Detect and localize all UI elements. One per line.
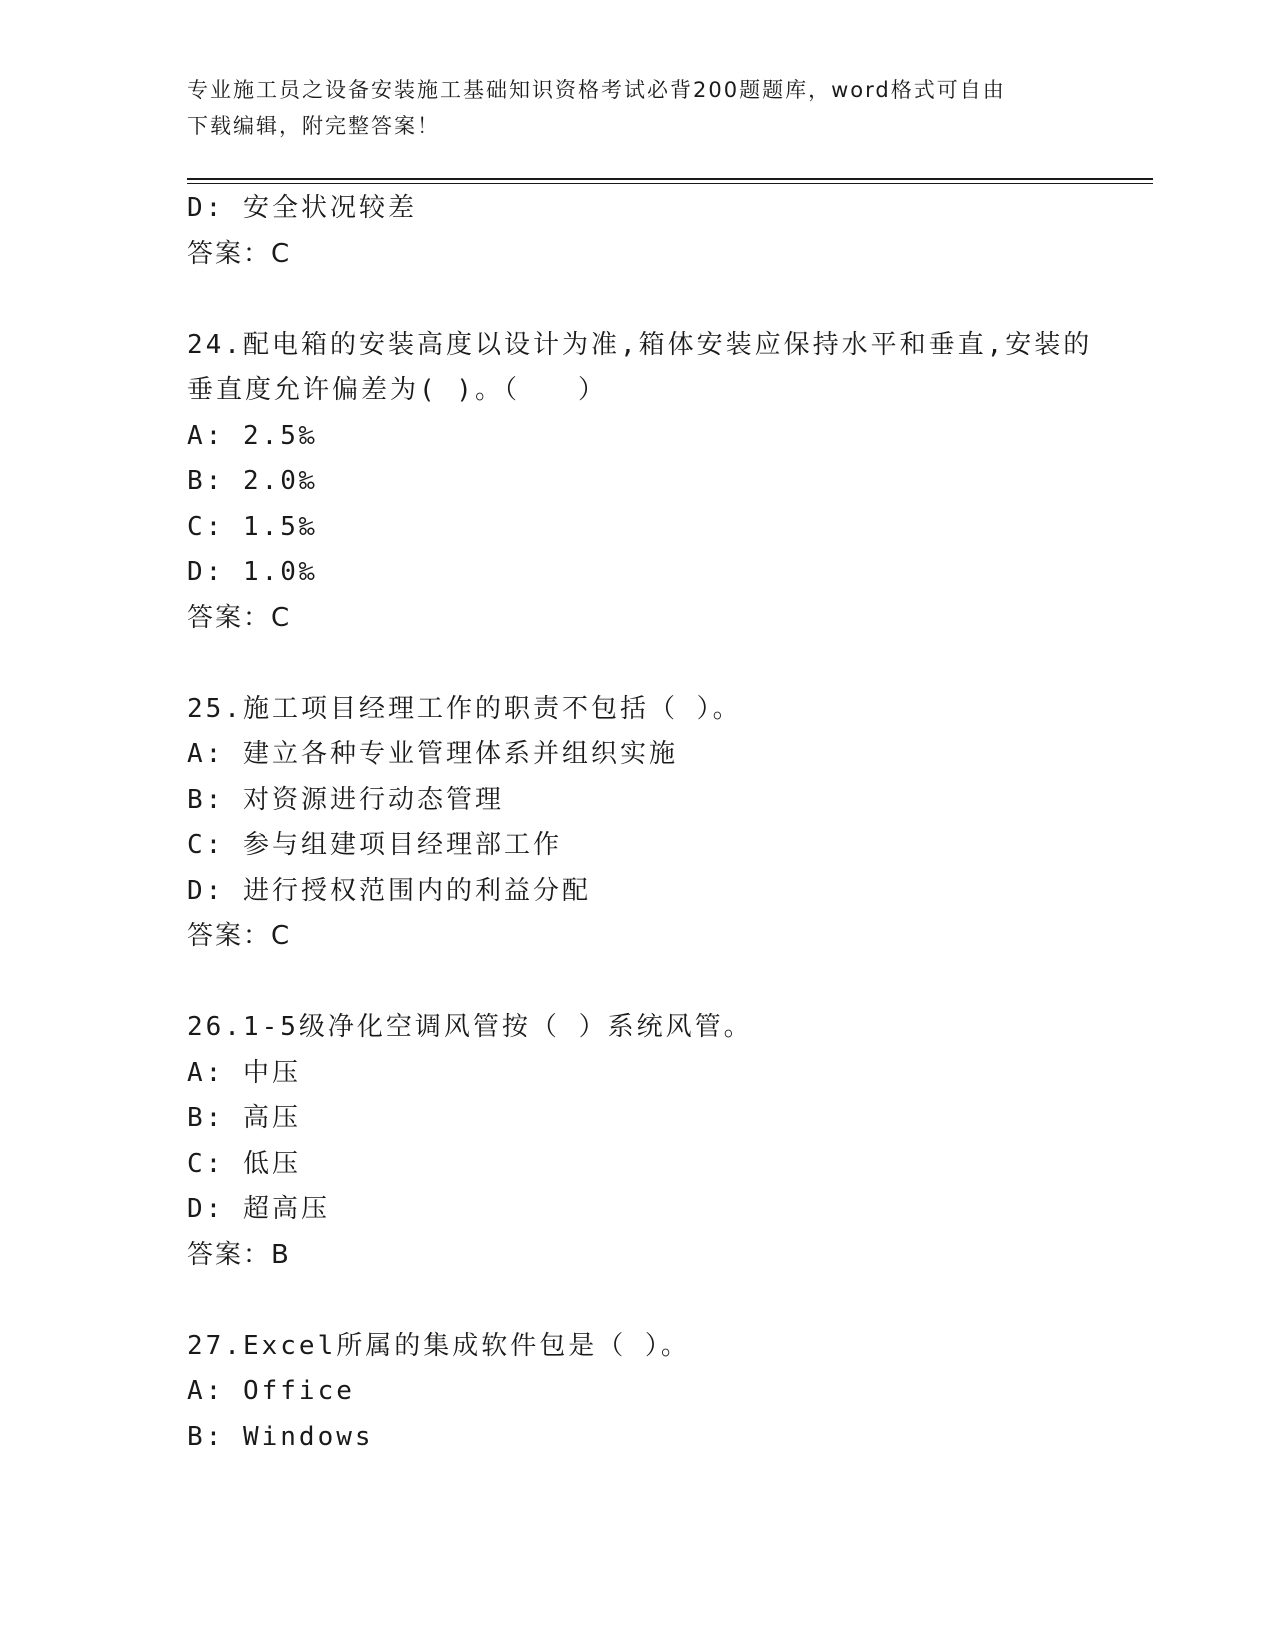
question-26 <box>187 1005 1107 1278</box>
question-25 <box>187 687 1107 960</box>
spacer <box>187 960 1107 1006</box>
header-divider <box>187 178 1153 184</box>
spacer <box>187 277 1107 323</box>
answer-line: 答案：C <box>187 921 292 951</box>
option-d: D: 1.0‰ <box>187 557 318 587</box>
option-d: D: 安全状况较差 <box>187 193 417 223</box>
option-b: B: 高压 <box>187 1103 301 1133</box>
answer-line: 答案：C <box>187 238 292 269</box>
option-d: D: 超高压 <box>187 1194 330 1224</box>
spacer <box>187 1278 1107 1324</box>
question-stem: 24.配电箱的安装高度以设计为准,箱体安装应保持水平和垂直,安装的 <box>187 329 1093 360</box>
option-d: D: 进行授权范围内的利益分配 <box>187 875 591 906</box>
option-a: A: 2.5‰ <box>187 420 318 451</box>
document-header <box>187 72 1067 144</box>
option-c: C: 1.5‰ <box>187 511 318 542</box>
question-stem: 26.1-5级净化空调风管按（ ）系统风管。 <box>187 1012 753 1042</box>
question-27 <box>187 1324 1107 1461</box>
question-stem: 27.Excel所属的集成软件包是（ ）。 <box>187 1330 690 1361</box>
option-a: A: 中压 <box>187 1057 301 1088</box>
option-c: C: 参与组建项目经理部工作 <box>187 830 562 860</box>
header-title-line-1: 专业施工员之设备安装施工基础知识资格考试必背200题题库，word格式可自由 <box>187 78 1006 102</box>
header-title-line-2: 下载编辑，附完整答案！ <box>187 114 440 138</box>
answer-line: 答案：B <box>187 1239 291 1270</box>
question-stem-continued: 垂直度允许偏差为( )。（ ） <box>187 375 607 405</box>
spacer <box>187 641 1107 687</box>
option-b: B: 2.0‰ <box>187 466 318 496</box>
question-list <box>187 186 1107 1460</box>
option-b: B: 对资源进行动态管理 <box>187 784 504 815</box>
option-b: B: Windows <box>187 1421 374 1452</box>
option-c: C: 低压 <box>187 1148 301 1179</box>
option-a: A: Office <box>187 1376 355 1406</box>
answer-line: 答案：C <box>187 602 292 633</box>
question-24 <box>187 323 1107 642</box>
question-stem: 25.施工项目经理工作的职责不包括（ ）。 <box>187 693 742 724</box>
option-a: A: 建立各种专业管理体系并组织实施 <box>187 739 678 769</box>
